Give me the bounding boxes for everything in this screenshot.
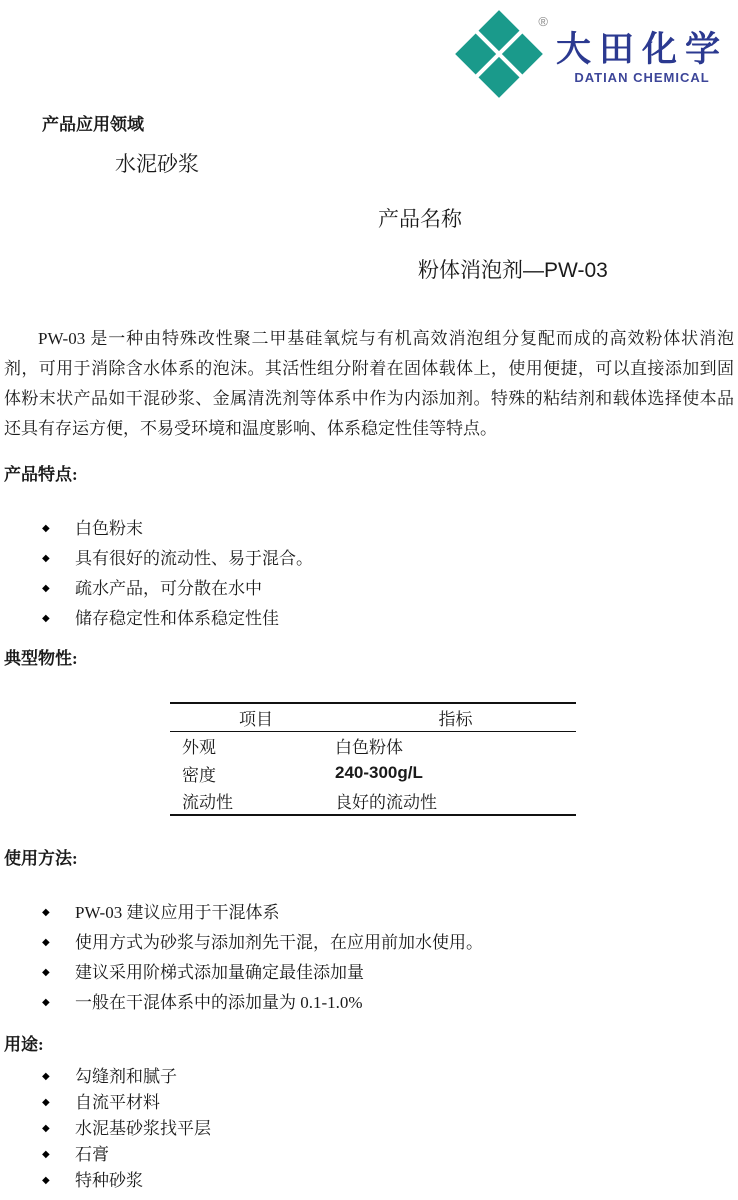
list-item [0, 604, 738, 634]
column-header-spec: 指标 [330, 703, 576, 731]
list-item [0, 988, 738, 1018]
list-item [0, 574, 738, 604]
properties-table [170, 702, 576, 816]
header [0, 0, 738, 100]
list-item [0, 898, 738, 928]
list-item [0, 514, 738, 544]
uses-heading: 用途: [4, 1035, 44, 1054]
diamond-bullet-icon: ◆ [42, 1071, 50, 1082]
list-item-text: 使用方式为砂浆与添加剂先干混，在应用前加水使用。 [75, 933, 483, 952]
product-description: PW-03 是一种由特殊改性聚二甲基硅氧烷与有机高效消泡组分复配而成的高效粉体状消泡剂，可用于消除含水体系的泡沫。其活性组分附着在固体载体上，使用便捷，可以直接添加到固体粉末状产品如干混砂浆、金属清洗剂等体系中作为内添加剂。特殊的粘结剂和载体选择使本品还具有存运方便，不易受环境和温度影响、体系稳定性佳等特点。 [4, 329, 734, 438]
table-row [170, 731, 576, 759]
table-row [170, 787, 576, 815]
list-item-text: 一般在干混体系中的添加量为 0.1-1.0% [75, 993, 363, 1012]
column-header-item: 项目 [170, 703, 330, 731]
application-field-heading: 产品应用领域 [42, 115, 144, 134]
list-item [0, 1090, 738, 1116]
diamond-icon [455, 10, 543, 98]
table-cell: 良好的流动性 [335, 793, 437, 812]
list-item [0, 958, 738, 988]
diamond-bullet-icon: ◆ [42, 907, 50, 918]
list-item-text: 具有很好的流动性、易于混合。 [75, 549, 313, 568]
features-heading: 产品特点: [4, 465, 78, 484]
brand-name-english: DATIAN CHEMICAL [574, 70, 710, 85]
table-cell: 白色粉体 [335, 737, 403, 757]
properties-heading: 典型物性: [4, 649, 78, 668]
table-cell: 240-300g/L [335, 763, 423, 782]
diamond-bullet-icon: ◆ [42, 997, 50, 1008]
diamond-bullet-icon: ◆ [42, 523, 50, 534]
uses-list [0, 1064, 738, 1194]
list-item-text: 自流平材料 [75, 1093, 160, 1112]
table-header-row [170, 703, 576, 731]
list-item-text: 特种砂浆 [75, 1171, 143, 1190]
list-item [0, 1168, 738, 1194]
table-cell: 密度 [182, 765, 216, 785]
features-list [0, 514, 738, 634]
list-item-text: 建议采用阶梯式添加量确定最佳添加量 [75, 963, 364, 982]
usage-list [0, 898, 738, 1018]
registered-trademark-icon: ® [538, 14, 548, 29]
brand-logo [452, 12, 728, 100]
application-field-value: 水泥砂浆 [115, 153, 199, 176]
product-name-heading: 产品名称 [378, 208, 462, 231]
diamond-bullet-icon: ◆ [42, 1097, 50, 1108]
table-row [170, 759, 576, 787]
list-item-text: 疏水产品，可分散在水中 [75, 579, 262, 598]
list-item-text: 水泥基砂浆找平层 [75, 1119, 211, 1138]
diamond-bullet-icon: ◆ [42, 613, 50, 624]
logo-diamond-icon [452, 12, 552, 100]
list-item-text: 储存稳定性和体系稳定性佳 [75, 609, 279, 628]
diamond-bullet-icon: ◆ [42, 1175, 50, 1186]
diamond-bullet-icon: ◆ [42, 583, 50, 594]
list-item [0, 1142, 738, 1168]
product-name: 粉体消泡剂—PW-03 [418, 259, 608, 282]
diamond-bullet-icon: ◆ [42, 1123, 50, 1134]
list-item-text: 勾缝剂和腻子 [75, 1067, 177, 1086]
diamond-bullet-icon: ◆ [42, 937, 50, 948]
table-cell: 流动性 [182, 793, 233, 812]
diamond-bullet-icon: ◆ [42, 967, 50, 978]
list-item-text: 白色粉末 [75, 519, 143, 538]
logo-text [556, 12, 728, 85]
usage-heading: 使用方法: [4, 849, 78, 868]
list-item [0, 1064, 738, 1090]
list-item-text: 石膏 [75, 1145, 109, 1164]
diamond-bullet-icon: ◆ [42, 553, 50, 564]
table-cell: 外观 [182, 737, 216, 757]
list-item [0, 928, 738, 958]
list-item-text: PW-03 建议应用于干混体系 [75, 903, 280, 922]
list-item [0, 544, 738, 574]
brand-name-chinese: 大田化学 [555, 30, 728, 69]
list-item [0, 1116, 738, 1142]
diamond-bullet-icon: ◆ [42, 1149, 50, 1160]
